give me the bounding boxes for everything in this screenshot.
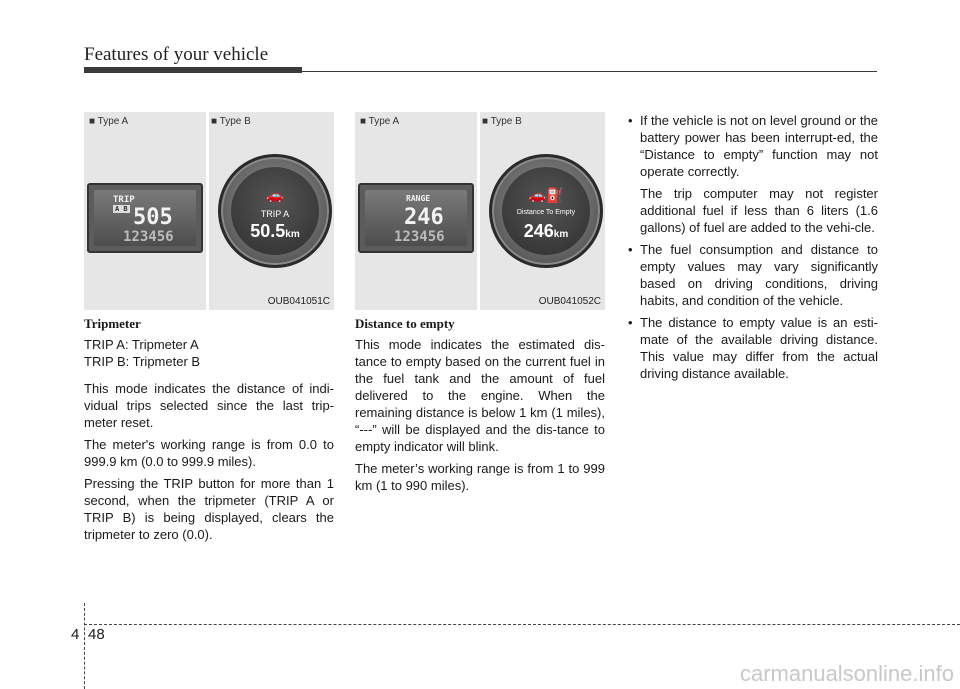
header-rule [84, 71, 877, 72]
bullet-text: The trip computer may not register additional fuel if less than 6 liters (1.6 gallons) of fuel are added to the vehi-cle. [640, 186, 878, 235]
footer-divider [84, 603, 85, 689]
figure-tripmeter [84, 112, 334, 310]
footer-rule [84, 624, 960, 625]
note-bullet [624, 314, 878, 382]
bullet-text: The fuel consumption and distance to empty values may vary significantly based on driving conditions, driving habits, and condition of the vehicle. [640, 242, 878, 308]
lcd-odometer: 123456 [123, 229, 174, 245]
page-header-title: Features of your vehicle [84, 44, 269, 65]
figure-code: OUB041052C [538, 296, 601, 307]
paragraph: The meter’s working range is from 1 to 999 km (1 to 990 miles). [355, 461, 605, 493]
figure-type-a-label: ■ Type A [360, 116, 400, 127]
gauge-trip-value: 50.5 [250, 221, 286, 241]
watermark: carmanualsonline.info [739, 661, 954, 686]
figure-divider [206, 112, 209, 310]
footer-page-number: 48 [88, 626, 105, 643]
column-tripmeter [84, 316, 334, 548]
paragraph: The meter's working range is from 0.0 to 999.9 km (0.0 to 999.9 miles). [84, 437, 334, 469]
figure-divider [477, 112, 480, 310]
header-bar [84, 67, 302, 73]
note-bullet [624, 112, 878, 236]
note-bullet [624, 241, 878, 309]
trip-b-line: TRIP B: Tripmeter B [84, 354, 201, 369]
bullet-icon: • [628, 315, 633, 330]
lcd-display-tripmeter [87, 183, 203, 253]
lcd-trip-badges: A B [115, 205, 128, 213]
paragraph: This mode indicates the distance of indi-vidual trips selected since the last trip-meter reset. [84, 381, 334, 430]
lcd-range-value: 246 [404, 205, 444, 230]
gauge-display-tripmeter [218, 154, 332, 268]
footer-chapter-number: 4 [71, 626, 80, 643]
gauge-trip-label: TRIP A [260, 209, 290, 219]
paragraph: Pressing the TRIP button for more than 1 second, when the tripmeter (TRIP A or TRIP B) is being displayed, clears the tripmeter to zero (0.0). [84, 476, 334, 542]
gauge-trip-unit: km [285, 229, 300, 240]
distance-to-empty-body [355, 336, 605, 494]
gauge-range-unit: km [553, 229, 569, 240]
bullet-icon: • [628, 113, 633, 128]
section-title-tripmeter: Tripmeter [84, 316, 141, 331]
gauge-display-range [489, 154, 603, 268]
lcd-odometer: 123456 [394, 229, 445, 245]
column-notes [624, 112, 878, 387]
paragraph: This mode indicates the estimated dis-tance to empty based on the current fuel in the fuel tank and the amount of fuel delivered to the engine. When the remaining distance is below 1 km (1 miles), “---” will be displayed and the dis-tance to empty indicator will blink. [355, 337, 605, 454]
bullet-text: The distance to empty value is an esti-mate of the available driving distance. This value may differ from the actual driving distance available. [640, 315, 878, 381]
figure-distance-to-empty [355, 112, 605, 310]
car-fuel-icon: 🚗⛽ [528, 187, 564, 203]
lcd-trip-value: 505 [133, 205, 173, 230]
car-icon: 🚗 [266, 187, 284, 203]
section-title-distance-to-empty: Distance to empty [355, 316, 455, 331]
figure-type-b-label: ■ Type B [211, 116, 251, 127]
figure-type-a-label: ■ Type A [89, 116, 129, 127]
gauge-range-value: 246 [523, 221, 554, 241]
trip-a-line: TRIP A: Tripmeter A [84, 337, 199, 352]
gauge-range-label: Distance To Empty [516, 209, 576, 216]
gauge-range-value-wrap [492, 221, 600, 242]
lcd-range-label: RANGE [406, 194, 431, 203]
lcd-display-range [358, 183, 474, 253]
bullet-icon: • [628, 242, 633, 257]
column-distance-to-empty [355, 316, 605, 499]
figure-code: OUB041051C [267, 296, 330, 307]
gauge-trip-value-wrap [221, 221, 329, 242]
figure-type-b-label: ■ Type B [482, 116, 522, 127]
tripmeter-lines [84, 336, 334, 370]
tripmeter-body [84, 380, 334, 543]
bullet-text: If the vehicle is not on level ground or the battery power has been interrupt-ed, the “Distance to empty” function may not operate correctly. [640, 113, 878, 179]
lcd-trip-label: TRIP [113, 195, 135, 205]
